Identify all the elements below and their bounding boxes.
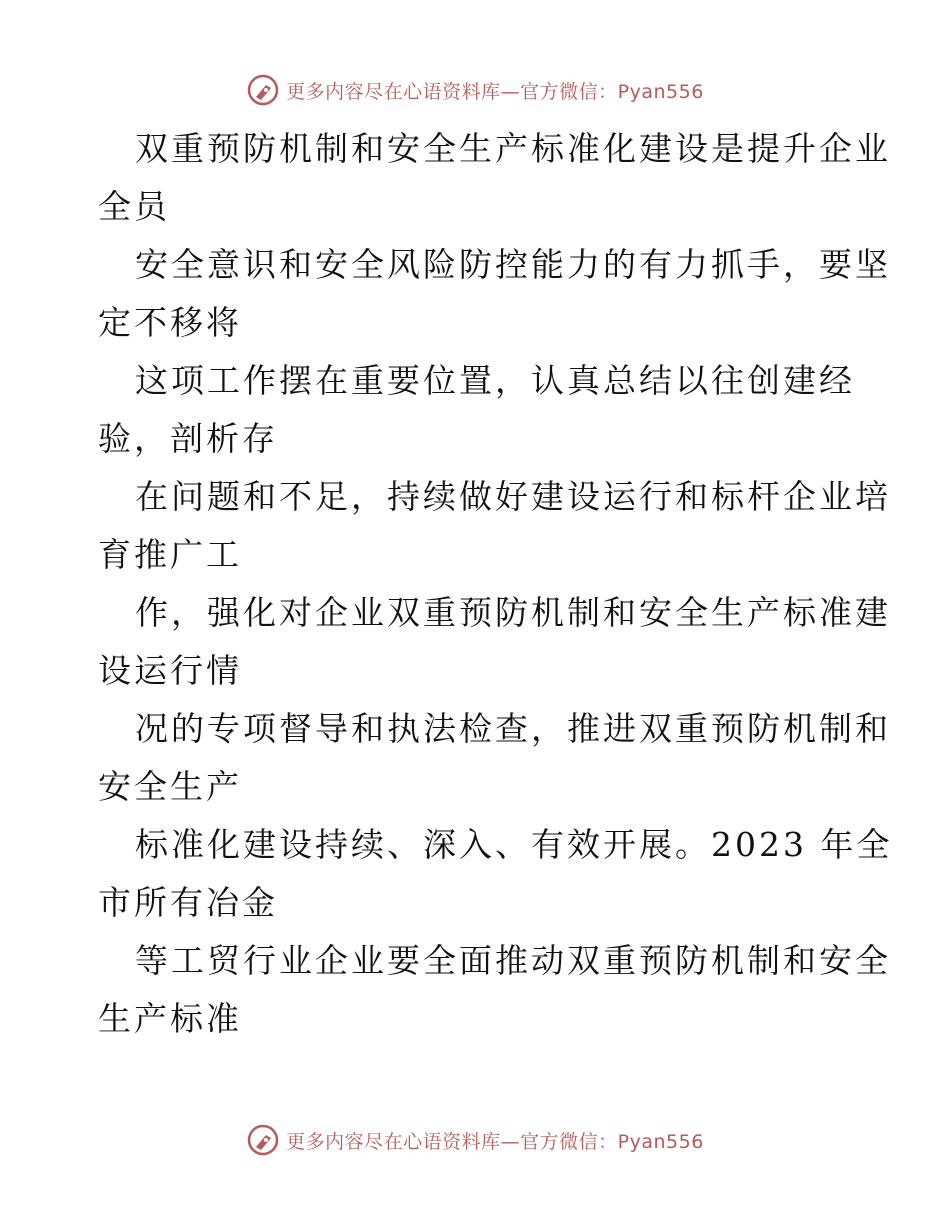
paragraph-line: 定不移将: [98, 303, 242, 342]
header-banner-text: 更多内容尽在心语资料库—官方微信：Pyan556: [286, 80, 704, 103]
document-body: [98, 120, 893, 1048]
paragraph-line: 等工贸行业企业要全面推动双重预防机制和安全: [135, 941, 891, 980]
paragraph-line: 市所有冶金: [98, 883, 278, 922]
paragraph: [98, 816, 893, 932]
paragraph-line: 育推广工: [98, 535, 242, 574]
paragraph-line: 标准化建设持续、深入、有效开展。2023 年全: [135, 825, 893, 864]
paragraph-line: 安全意识和安全风险防控能力的有力抓手，要坚: [135, 245, 891, 284]
footer-banner-text: 更多内容尽在心语资料库—官方微信：Pyan556: [286, 1130, 704, 1153]
paragraph-line: 双重预防机制和安全生产标准化建设是提升企业: [135, 129, 891, 168]
paragraph-line: 安全生产: [98, 767, 242, 806]
paragraph-line: 况的专项督导和执法检查，推进双重预防机制和: [135, 709, 891, 748]
pen-nib-icon: [246, 73, 280, 107]
header-banner: [0, 70, 950, 110]
paragraph: [98, 352, 858, 468]
paragraph-line: 生产标准: [98, 999, 242, 1038]
paragraph-line: 设运行情: [98, 651, 242, 690]
paragraph: [98, 584, 891, 700]
paragraph-line: 验，剖析存: [98, 419, 278, 458]
paragraph: [98, 468, 891, 584]
paragraph: [98, 932, 891, 1048]
paragraph-line: 作，强化对企业双重预防机制和安全生产标准建: [135, 593, 891, 632]
paragraph: [98, 700, 891, 816]
paragraph-line: 在问题和不足，持续做好建设运行和标杆企业培: [135, 477, 891, 516]
paragraph-line: 全员: [98, 187, 170, 226]
pen-nib-icon: [246, 1123, 280, 1157]
paragraph: [98, 236, 891, 352]
paragraph: [98, 120, 891, 236]
footer-banner: [0, 1120, 950, 1160]
paragraph-line: 这项工作摆在重要位置，认真总结以往创建经: [135, 361, 855, 400]
